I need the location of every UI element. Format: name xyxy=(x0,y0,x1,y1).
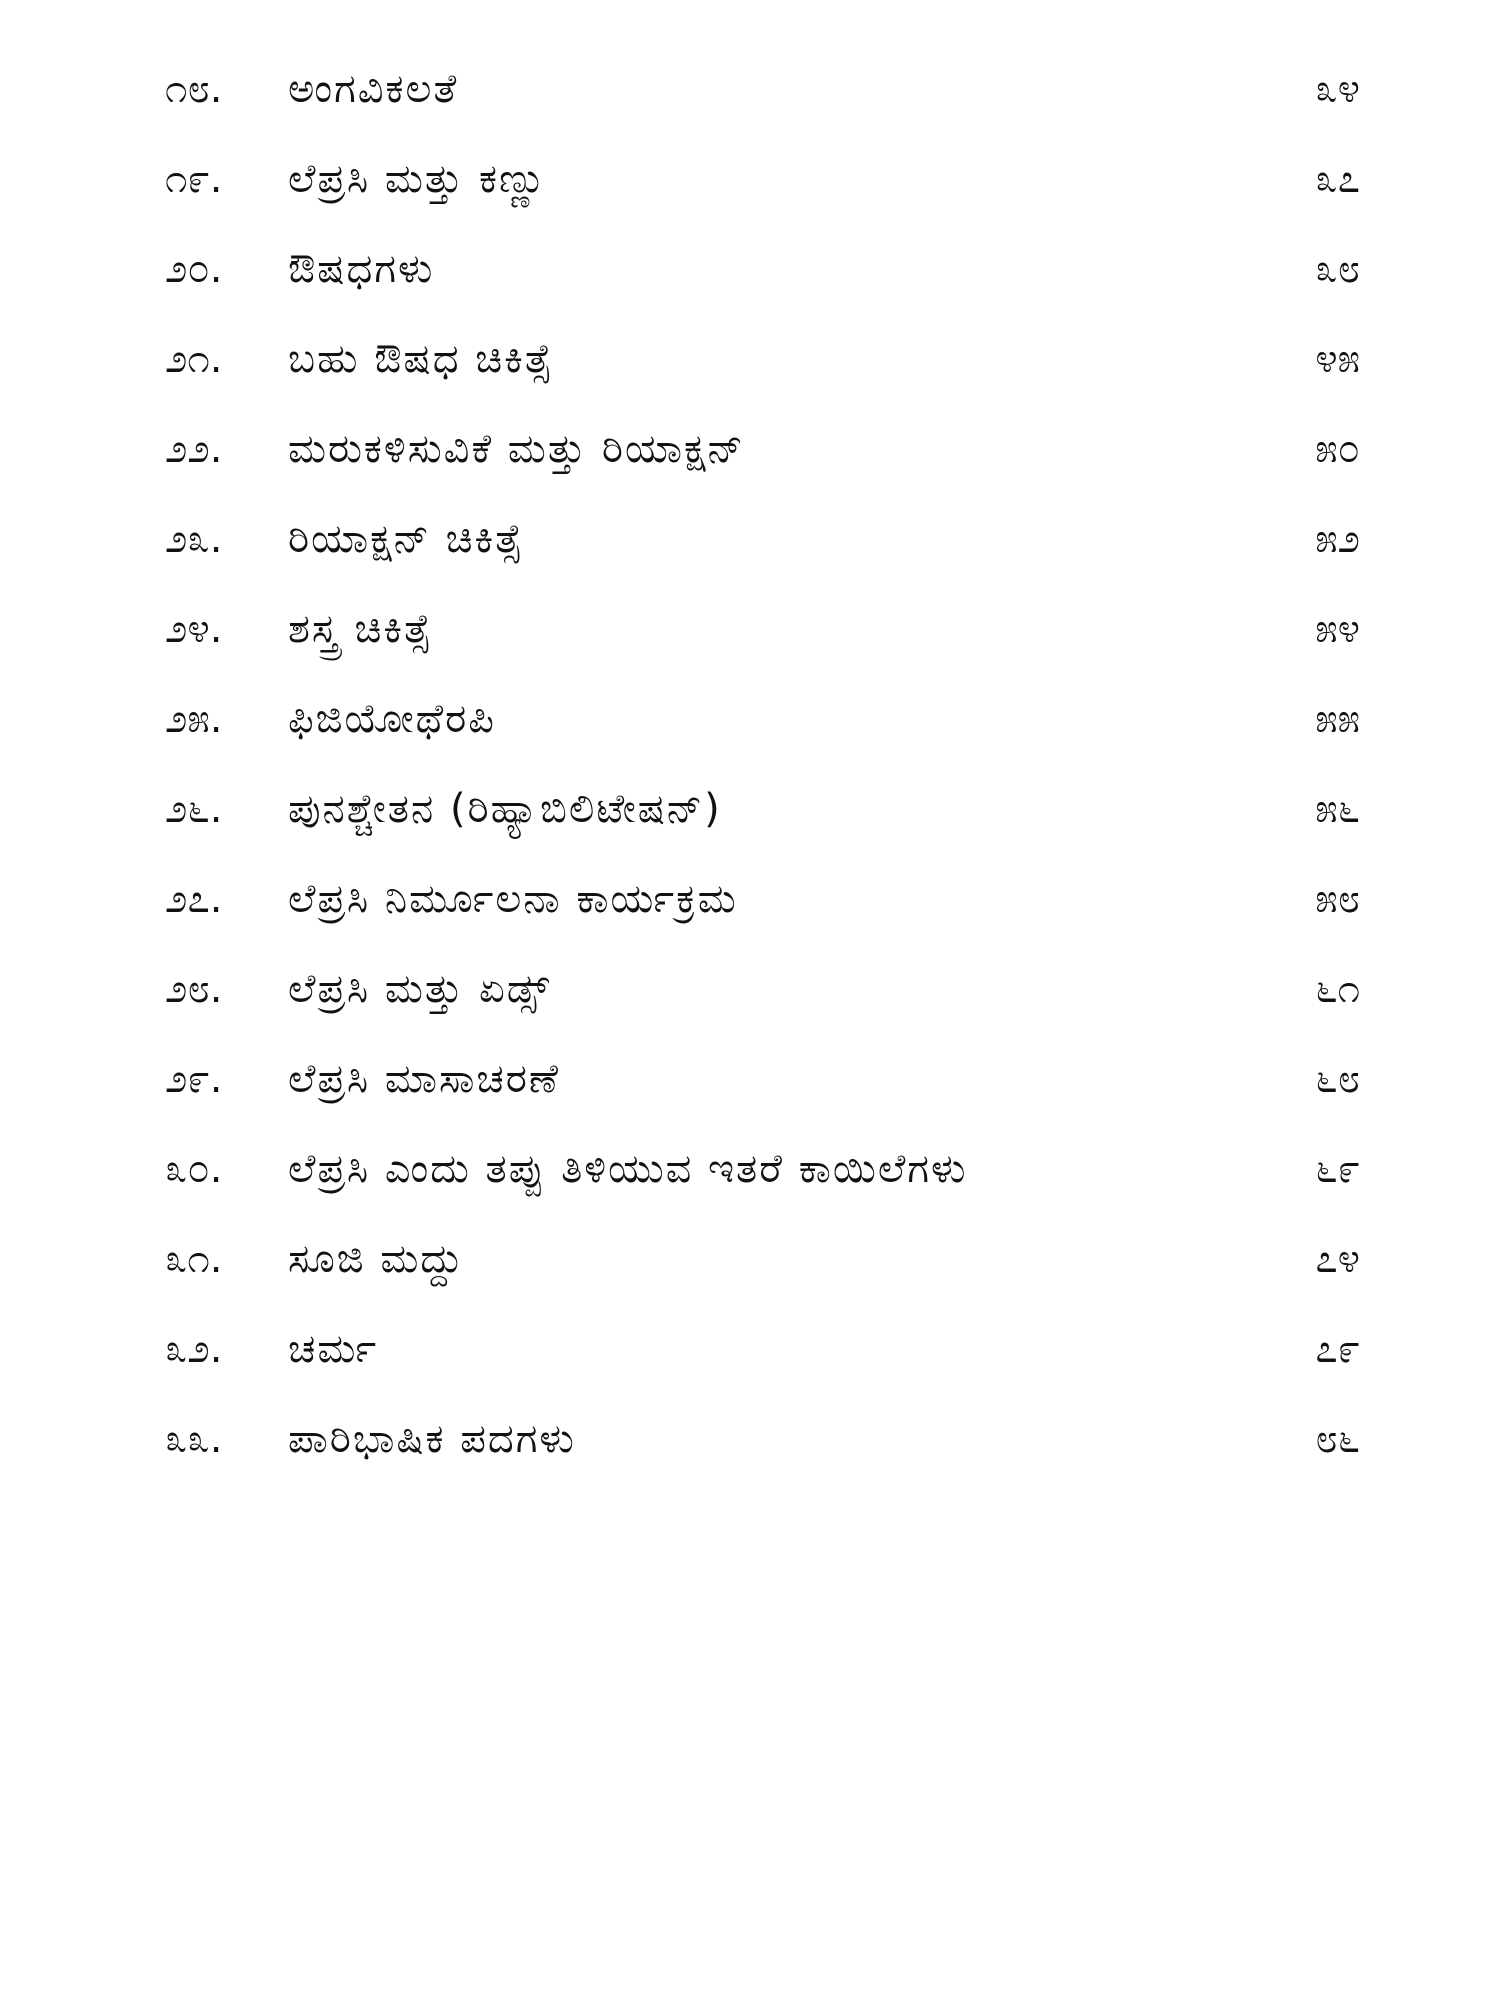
toc-entry-title: ಚರ್ಮ xyxy=(288,1326,379,1372)
toc-entry-page: ೫೪ xyxy=(1315,606,1360,652)
toc-entry-page: ೩೭ xyxy=(1315,156,1360,202)
toc-entry-page: ೬೧ xyxy=(1315,966,1360,1012)
toc-entry-28 xyxy=(0,944,1500,1034)
toc-entry-title: ಶಸ್ತ್ರ ಚಿಕಿತ್ಸೆ xyxy=(288,606,433,652)
toc-entry-number: ೨೯. xyxy=(165,1056,223,1102)
toc-entry-title: ಲೆಪ್ರಸಿ ಎಂದು ತಪ್ಪು ತಿಳಿಯುವ ಇತರೆ ಕಾಯಿಲೆಗಳು xyxy=(288,1146,968,1192)
toc-entry-number: ೨೫. xyxy=(165,696,223,742)
toc-entry-page: ೫೮ xyxy=(1315,876,1360,922)
toc-entry-25 xyxy=(0,674,1500,764)
toc-entry-number: ೨೭. xyxy=(165,876,223,922)
toc-entry-page: ೬೯ xyxy=(1315,1146,1360,1192)
toc-entry-title: ಪುನಶ್ಚೇತನ (ರಿಹ್ಯಾಬಿಲಿಟೇಷನ್) xyxy=(288,786,722,832)
toc-entry-22 xyxy=(0,404,1500,494)
toc-entry-page: ೫೫ xyxy=(1315,696,1360,742)
toc-entry-21 xyxy=(0,314,1500,404)
toc-entry-title: ಲೆಪ್ರಸಿ ನಿರ್ಮೂಲನಾ ಕಾರ್ಯಕ್ರಮ xyxy=(288,876,738,922)
toc-entry-number: ೨೧. xyxy=(165,336,223,382)
toc-entry-page: ೩೪ xyxy=(1315,66,1360,112)
toc-entry-title: ಪಾರಿಭಾಷಿಕ ಪದಗಳು xyxy=(288,1416,576,1462)
toc-entry-number: ೨೨. xyxy=(165,426,223,472)
toc-entry-number: ೧೮. xyxy=(165,66,223,112)
toc-entry-24 xyxy=(0,584,1500,674)
toc-entry-page: ೩೮ xyxy=(1315,246,1360,292)
toc-entry-29 xyxy=(0,1034,1500,1124)
toc-entry-page: ೪೫ xyxy=(1315,336,1360,382)
toc-entry-32 xyxy=(0,1304,1500,1394)
toc-entry-number: ೨೦. xyxy=(165,246,223,292)
toc-entry-title: ರಿಯಾಕ್ಷನ್ ಚಿಕಿತ್ಸೆ xyxy=(288,516,524,562)
toc-entry-30 xyxy=(0,1124,1500,1214)
toc-entry-number: ೩೨. xyxy=(165,1326,223,1372)
toc-entry-number: ೨೮. xyxy=(165,966,223,1012)
toc-entry-number: ೩೧. xyxy=(165,1236,223,1282)
toc-entry-page: ೭೯ xyxy=(1315,1326,1360,1372)
toc-entry-title: ಅಂಗವಿಕಲತೆ xyxy=(288,66,459,112)
toc-entry-title: ಲೆಪ್ರಸಿ ಮತ್ತು ಕಣ್ಣು xyxy=(288,156,548,202)
toc-entry-number: ೩೦. xyxy=(165,1146,223,1192)
toc-entry-31 xyxy=(0,1214,1500,1304)
toc-entry-page: ೫೦ xyxy=(1315,426,1360,472)
toc-entry-27 xyxy=(0,854,1500,944)
toc-entry-title: ಔಷಧಗಳು xyxy=(288,246,435,292)
toc-entry-title: ಸೂಜಿ ಮದ್ದು xyxy=(288,1236,465,1282)
toc-entry-page: ೮೬ xyxy=(1315,1416,1360,1462)
toc-entry-title: ಫಿಜಿಯೋಥೆರಪಿ xyxy=(288,696,496,742)
toc-entry-page: ೭೪ xyxy=(1315,1236,1360,1282)
toc-entry-title: ಲೆಪ್ರಸಿ ಮತ್ತು ಏಡ್ಸ್ xyxy=(288,966,552,1012)
toc-entry-title: ಮರುಕಳಿಸುವಿಕೆ ಮತ್ತು ರಿಯಾಕ್ಷನ್ xyxy=(288,426,745,472)
toc-entry-number: ೧೯. xyxy=(165,156,223,202)
toc-entry-23 xyxy=(0,494,1500,584)
toc-entry-33 xyxy=(0,1394,1500,1484)
toc-entry-page: ೫೨ xyxy=(1315,516,1360,562)
toc-entry-page: ೫೬ xyxy=(1315,786,1360,832)
toc-entry-number: ೨೩. xyxy=(165,516,223,562)
toc-entry-page: ೬೮ xyxy=(1315,1056,1360,1102)
toc-entry-20 xyxy=(0,224,1500,314)
toc-entry-title: ಬಹು ಔಷಧ ಚಿಕಿತ್ಸೆ xyxy=(288,336,554,382)
toc-entry-26 xyxy=(0,764,1500,854)
toc-entry-number: ೨೬. xyxy=(165,786,223,832)
toc-entry-title: ಲೆಪ್ರಸಿ ಮಾಸಾಚರಣೆ xyxy=(288,1056,560,1102)
toc-entry-19 xyxy=(0,134,1500,224)
toc-entry-18 xyxy=(0,44,1500,134)
toc-entry-number: ೨೪. xyxy=(165,606,223,652)
toc-entry-number: ೩೩. xyxy=(165,1416,223,1462)
